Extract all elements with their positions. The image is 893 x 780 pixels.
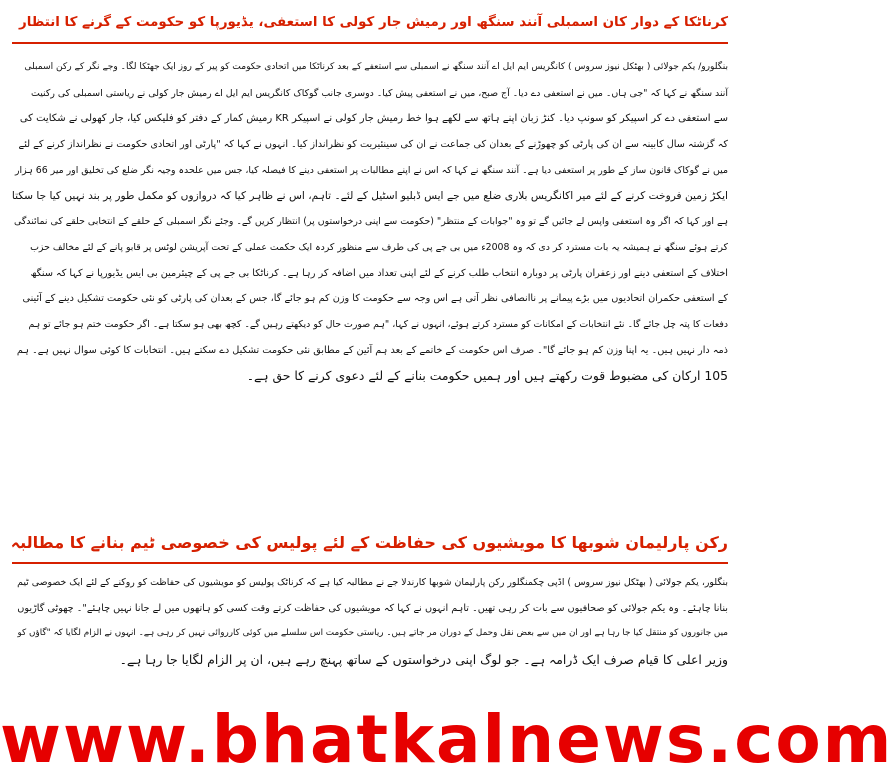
article-line: ہے اور کہا کہ اگر وہ استعفی واپس لے جائیں گے تو وہ "جوابات کے منتظر" (حکومت سے اپنی درخواستوں پر) انتظار کریں گے۔ وجئے نگر اسمبلی کے حلقے کے انتخابی حلقے کی نمائندگی (14, 216, 728, 228)
article-line: اختلاف کے استعفی دینے اور زعفران پارٹی پر دوبارہ انتخاب طلب کرنے کے لئے اپنی تعداد میں اضافہ کر رہا ہے۔ کرناٹکا بی جے پی کے چیئرمین بی ایس یڈیورپا نے کہا کہ سنگھ (30, 267, 728, 279)
article-line: ذمہ دار نہیں ہیں۔ یہ اپنا وزن کم ہو جائے گا"۔ صرف اس حکومت کے خاتمے کے بعد ہم آئین کے مطابق نئی حکومت تشکیل دے سکتے ہیں۔ انتخابات کا کوئی سوال نہیں ہے۔ ہم (16, 344, 728, 356)
article-line: میں نے گوکاک قانون ساز کے طور پر استعفی دیا ہے۔ آنند سنگھ نے کہا کہ اس نے اپنے مطالبات پر استعفی دینے کا فیصلہ کیا، جس میں علحدہ وجیہ نگر ضلع کی تخلیق اور میر 66 ہزار (14, 164, 728, 176)
article-line: کہ گزشتہ سال کابینہ سے ان کی پارٹی کو چھوڑنے کے بعدان کی جماعت نے ان کی سینئیریت کو نظرانداز کیا۔ انہوں نے کہا کہ "پارٹی اور اتحادی حکومت نے نظرانداز کرنے کے لئے (18, 139, 728, 151)
article-line: کے استعفی حکمران اتحادیوں میں بڑے پیمانے پر ناانصافی نظر آتی ہے اس وجہ سے حکومت کا وزن کم ہو جائے گا، جس کے بعدان کی پارٹی کو نئی حکومت تشکیل دینے کے آئینی (22, 293, 728, 305)
article-line: بنانا چاہئے۔ وہ یکم جولائی کو صحافیوں سے بات کر رہی تھیں۔ تاہم انہوں نے کہا کہ مویشیوں کی حفاظت کرتے وقت کسی کو ہاتھوں میں لے جانا نہیں چاہئے"۔ چھوٹی گاڑیوں (17, 602, 728, 614)
article-line: 105 ارکان کی مضبوط قوت رکھتے ہیں اور ہمیں حکومت بنانے کے لئے دعوی کرنے کا حق ہے۔ (246, 368, 728, 384)
article-2-body (12, 570, 728, 698)
article-line: بنگلورو/ یکم جولائی ( بھٹکل نیوز سروس ) کانگریس ایم ایل اے آنند سنگھ نے اسمبلی سے استعفے کے بعد کرناٹکا میں اتحادی حکومت کو پیر کے روز ایک جھٹکا لگا۔ وجے نگر کے رکن اسمبلی (24, 62, 728, 72)
site-url-footer[interactable]: www.bhatkalnews.com (0, 701, 893, 778)
article-line: وزیر اعلی کا قیام صرف ایک ڈرامہ ہے۔ جو لوگ اپنی درخواستوں کے ساتھ پہنچ رہے ہیں، ان پر الزام لگایا جا رہا ہے۔ (119, 651, 728, 667)
article-line: سے استعفی دے کر اسپیکر کو سونپ دیا۔ کنڑ زبان اپنے ہاتھ سے لکھے ہوا خط رمیش جار کولی نے اسپیکر KR رمیش کمار کے دفتر کو فلیکس کیا، جار کھولی نے شکایت کی (19, 113, 728, 125)
article-2-headline: رکن پارلیمان شوبھا کا مویشیوں کی حفاظت کے لئے پولیس کی خصوصی ٹیم بنانے کا مطالبہ (10, 533, 728, 552)
article-line: دفعات کا پتہ چل جائے گا۔ نئے انتخابات کے امکانات کو مسترد کرتے ہوئے، انہوں نے کہا، "ہم صورت حال کو دیکھتے رہیں گے۔ کچھ بھی ہو سکتا ہے۔ اگر حکومت ختم ہو جائے تو ہم (28, 319, 728, 331)
headline-divider (12, 42, 728, 44)
article-1-headline: کرناٹکا کے دوار کان اسمبلی آنند سنگھ اور رمیش جار کولی کا استعفی، یڈیورپا کو حکومت کے گرنے کا انتظار (19, 15, 728, 30)
article-1-body (12, 55, 728, 510)
article-line: بنگلور، یکم جولائی ( بھٹکل نیوز سروس ) اڈپی چکمنگلور رکن پارلیمان شوبھا کارندلا جے نے مطالبہ کیا ہے کہ کرناٹک پولیس کو مویشیوں کی حفاظت کو روکنے کے لئے ایک خصوصی ٹیم (17, 577, 728, 588)
headline-divider (12, 562, 728, 564)
article-line: آنند سنگھ نے کہا کہ "جی ہاں۔ میں نے استعفی دے دیا۔ آج صبح، میں نے استعفی پیش کیا۔ دوسری جانب گوکاک کانگریس ایم ایل اے رمیش جار کولی نے ریاستی اسمبلی کی رکنیت (31, 87, 728, 99)
article-line: کرتے ہوئے سنگھ نے ہمیشہ یہ بات مسترد کر دی کہ وہ 2008ء میں بی جے پی کی طرف سے منظور کردہ ایک حکمت عملی کے تحت آپریشن لوٹس پر قابو پانے کے لئے مخالف حزب (30, 241, 728, 253)
article-line: ایکڑ زمین فروخت کرنے کے لئے میر اکانگریس بلاری ضلع میں جے ایس ڈبلیو اسٹیل کے لئے۔ تاہم، اس نے ظاہر کیا کہ دروازوں کو مکمل طور پر بند نہیں کیا جا سکتا (11, 189, 728, 202)
article-line: میں جانوروں کو منتقل کیا جا رہا ہے اور ان میں سے بعض نقل وحمل کے دوران مر جاتے ہیں۔ ریاستی حکومت اس سلسلے میں کوئی کارروائی نہیں کر رہی ہے۔ انہوں نے الزام لگایا کہ "گاؤں کو (17, 628, 728, 638)
